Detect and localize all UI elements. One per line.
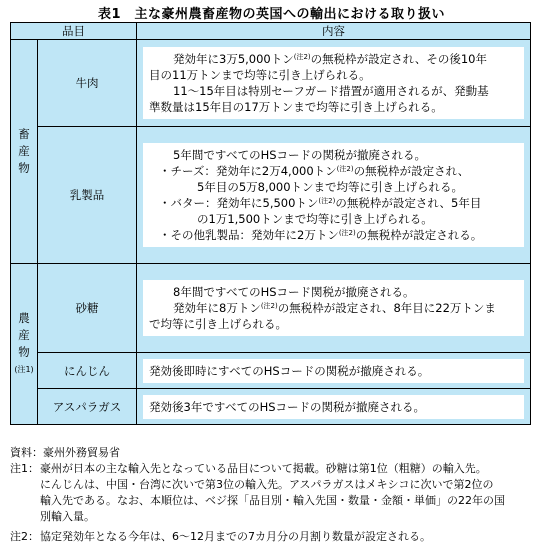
footnotes [10, 445, 535, 545]
table-row-dairy [11, 127, 531, 264]
table-row-sugar [11, 264, 531, 353]
item-sugar: 砂糖 [38, 264, 137, 353]
item-asparagus: アスパラガス [38, 389, 137, 425]
table-row-beef [11, 40, 531, 127]
content-asparagus: 発効後3年ですべてのHSコードの関税が撤廃される。 [137, 389, 531, 425]
note-1: 注1： 豪州が日本の主な輸入先となっている品目について掲載。砂糖は第1位（粗糖）の輸入先。 にんじんは、中国・台湾に次いで第3位の輸入先。アスパラガスはメキシコに次いで第2位の 輸入先である。なお、本順位は、ベジ探「品目別・輸入先国・数量・金額・単価」の22年の国 別輸入量。 [10, 462, 505, 523]
content-sugar: 8年間ですべてのHSコード関税が撤廃される。 発効年に8万トン$^{(注2)}$の無税枠が設定され、8年目に22万トンま で均等に引き上げられる。 [137, 264, 531, 353]
category-agri: 農 産 物 (注1) [11, 264, 38, 425]
table-header-row [11, 23, 531, 40]
trade-table [10, 22, 531, 425]
source-note: 資料：豪州外務貿易省 [10, 446, 120, 459]
item-beef: 牛肉 [38, 40, 137, 127]
item-carrot: にんじん [38, 353, 137, 389]
header-content: 内容 [137, 23, 531, 40]
header-item: 品目 [11, 23, 137, 40]
content-dairy: 5年間ですべてのHSコードの関税が撤廃される。 ・チーズ：発効年に2万4,000トン$^{(注2)}$の無税枠が設定され、 5年目の5万8,000トンまで均等に引き上げられる。 ・バター：発効年に5,500トン$^{(注2)}$の無税枠が設定され、5年目 の1万1,500トンまで均等に引き上げられる。 ・その他乳製品：発効年に2万トン$^{(注2)}$の無税枠が設定される。 [137, 127, 531, 264]
content-carrot: 発効後即時にすべてのHSコードの関税が撤廃される。 [137, 353, 531, 389]
table-row-asparagus [11, 389, 531, 425]
category-livestock: 畜 産 物 [11, 40, 38, 264]
table-title: 表1 主な豪州農畜産物の英国への輸出における取り扱い [97, 7, 446, 22]
item-dairy: 乳製品 [38, 127, 137, 264]
content-beef: 発効年に3万5,000トン$^{(注2)}$の無税枠が設定され、その後10年 目の11万トンまで均等に引き上げられる。 11～15年目は特別セーフガード措置が適用されるが、発動基 準数量は15年目の17万トンまで均等に引き上げられる。 [137, 40, 531, 127]
note-2: 注2： 協定発効年となる今年は、6～12月までの7カ月分の月割り数量が設定される。 [10, 530, 431, 543]
table-row-carrot [11, 353, 531, 389]
